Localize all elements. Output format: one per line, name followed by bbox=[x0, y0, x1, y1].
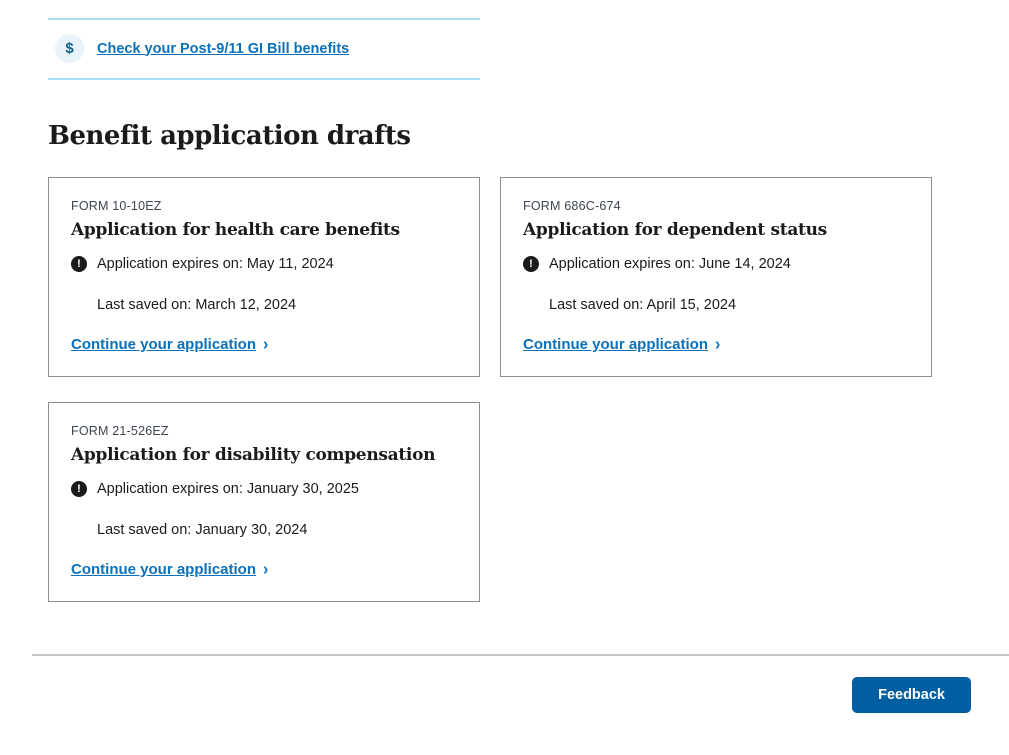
chevron-right-icon: › bbox=[263, 560, 269, 579]
expiration-row bbox=[71, 256, 457, 273]
form-id-label: FORM 10-10EZ bbox=[71, 198, 162, 213]
form-id-label: FORM 686C-674 bbox=[523, 198, 621, 213]
last-saved-text: Last saved on: April 15, 2024 bbox=[549, 296, 737, 313]
alert-icon: ! bbox=[523, 256, 539, 272]
page-title: Benefit application drafts bbox=[48, 121, 411, 151]
expiration-text: Application expires on: January 30, 2025 bbox=[97, 481, 359, 498]
alert-icon: ! bbox=[71, 256, 87, 272]
continue-application-link[interactable] bbox=[523, 336, 720, 354]
gi-bill-section bbox=[48, 18, 480, 80]
chevron-right-icon: › bbox=[263, 335, 269, 354]
chevron-right-icon: › bbox=[715, 335, 721, 354]
card-title: Application for dependent status bbox=[523, 219, 827, 240]
draft-cards-grid bbox=[48, 177, 934, 602]
draft-card-dependent-status bbox=[500, 177, 932, 377]
draft-card-disability-compensation bbox=[48, 402, 480, 602]
gi-bill-benefits-link[interactable]: Check your Post-9/11 GI Bill benefits bbox=[97, 40, 350, 57]
draft-card-health-care bbox=[48, 177, 480, 377]
continue-application-label: Continue your application bbox=[71, 560, 257, 578]
feedback-button[interactable]: Feedback bbox=[852, 677, 971, 713]
last-saved-text: Last saved on: January 30, 2024 bbox=[97, 521, 308, 538]
expiration-row bbox=[71, 481, 457, 498]
continue-application-label: Continue your application bbox=[523, 335, 709, 353]
expiration-text: Application expires on: May 11, 2024 bbox=[97, 256, 334, 273]
last-saved-text: Last saved on: March 12, 2024 bbox=[97, 296, 297, 313]
continue-application-link[interactable] bbox=[71, 561, 268, 579]
continue-application-link[interactable] bbox=[71, 336, 268, 354]
form-id-label: FORM 21-526EZ bbox=[71, 423, 169, 438]
footer-bar bbox=[0, 656, 1009, 713]
alert-icon: ! bbox=[71, 481, 87, 497]
expiration-text: Application expires on: June 14, 2024 bbox=[549, 256, 791, 273]
continue-application-label: Continue your application bbox=[71, 335, 257, 353]
card-title: Application for disability compensation bbox=[71, 444, 436, 465]
expiration-row bbox=[523, 256, 909, 273]
card-title: Application for health care benefits bbox=[71, 219, 400, 240]
dollar-icon: $ bbox=[55, 34, 84, 63]
gi-bill-row bbox=[55, 34, 480, 63]
